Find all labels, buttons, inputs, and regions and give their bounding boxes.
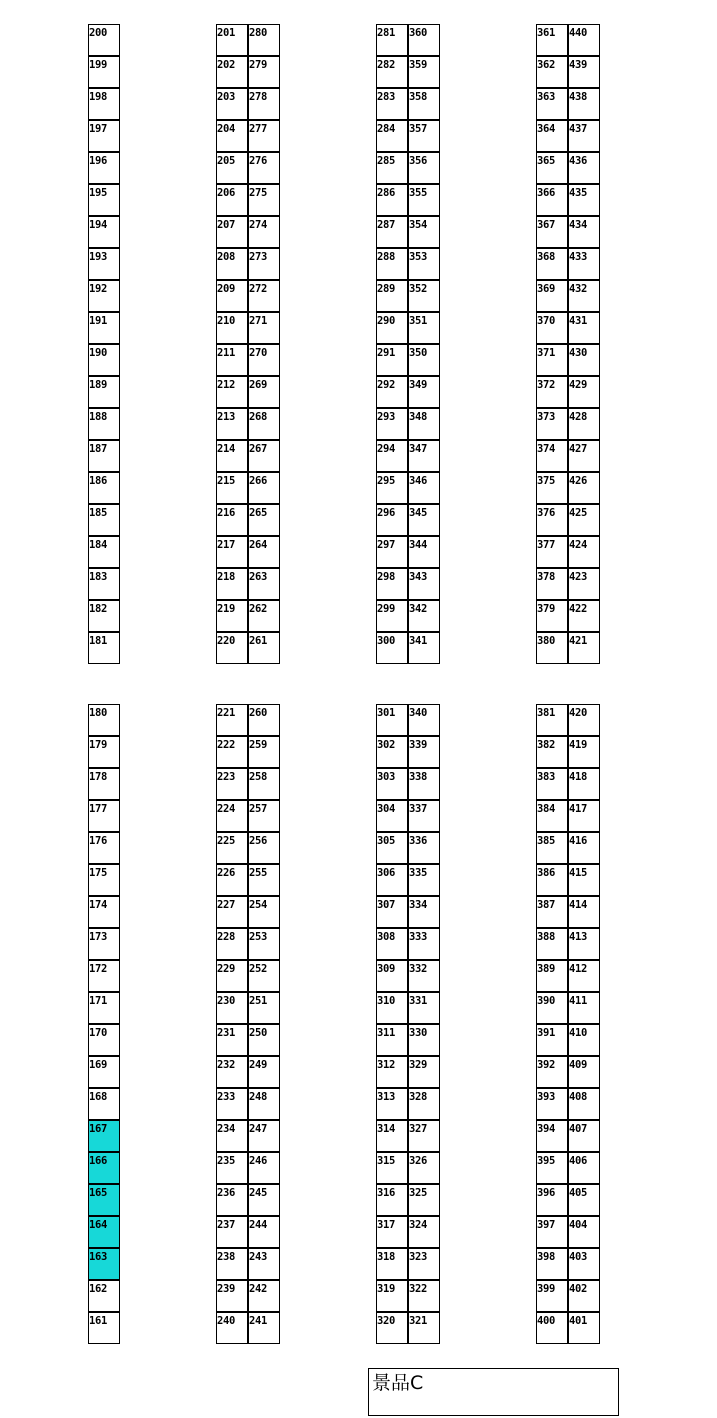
booth-cell-318[interactable]: 318	[376, 1248, 408, 1280]
booth-cell-258[interactable]: 258	[248, 768, 280, 800]
booth-cell-197[interactable]: 197	[88, 120, 120, 152]
booth-cell-385[interactable]: 385	[536, 832, 568, 864]
booth-cell-430[interactable]: 430	[568, 344, 600, 376]
booth-cell-286[interactable]: 286	[376, 184, 408, 216]
booth-cell-251[interactable]: 251	[248, 992, 280, 1024]
booth-cell-176[interactable]: 176	[88, 832, 120, 864]
booth-cell-172[interactable]: 172	[88, 960, 120, 992]
booth-cell-414[interactable]: 414	[568, 896, 600, 928]
booth-cell-421[interactable]: 421	[568, 632, 600, 664]
booth-cell-351[interactable]: 351	[408, 312, 440, 344]
booth-cell-206[interactable]: 206	[216, 184, 248, 216]
booth-cell-298[interactable]: 298	[376, 568, 408, 600]
booth-cell-309[interactable]: 309	[376, 960, 408, 992]
booth-cell-180[interactable]: 180	[88, 704, 120, 736]
booth-cell-185[interactable]: 185	[88, 504, 120, 536]
booth-cell-379[interactable]: 379	[536, 600, 568, 632]
booth-cell-426[interactable]: 426	[568, 472, 600, 504]
booth-cell-164[interactable]: 164	[88, 1216, 120, 1248]
booth-cell-260[interactable]: 260	[248, 704, 280, 736]
booth-cell-290[interactable]: 290	[376, 312, 408, 344]
booth-cell-398[interactable]: 398	[536, 1248, 568, 1280]
booth-cell-408[interactable]: 408	[568, 1088, 600, 1120]
booth-cell-211[interactable]: 211	[216, 344, 248, 376]
booth-cell-215[interactable]: 215	[216, 472, 248, 504]
booth-cell-417[interactable]: 417	[568, 800, 600, 832]
booth-cell-314[interactable]: 314	[376, 1120, 408, 1152]
booth-cell-246[interactable]: 246	[248, 1152, 280, 1184]
prize-c-area	[368, 1368, 619, 1416]
booth-cell-230[interactable]: 230	[216, 992, 248, 1024]
booth-cell-402[interactable]: 402	[568, 1280, 600, 1312]
booth-cell-410[interactable]: 410	[568, 1024, 600, 1056]
booth-cell-274[interactable]: 274	[248, 216, 280, 248]
booth-cell-370[interactable]: 370	[536, 312, 568, 344]
booth-cell-360[interactable]: 360	[408, 24, 440, 56]
prize-c-label: 景品C	[372, 1372, 424, 1394]
booth-cell-422[interactable]: 422	[568, 600, 600, 632]
booth-cell-341[interactable]: 341	[408, 632, 440, 664]
booth-cell-363[interactable]: 363	[536, 88, 568, 120]
booth-cell-189[interactable]: 189	[88, 376, 120, 408]
booth-cell-266[interactable]: 266	[248, 472, 280, 504]
booth-cell-301[interactable]: 301	[376, 704, 408, 736]
booth-cell-330[interactable]: 330	[408, 1024, 440, 1056]
booth-cell-184[interactable]: 184	[88, 536, 120, 568]
booth-cell-431[interactable]: 431	[568, 312, 600, 344]
booth-cell-170[interactable]: 170	[88, 1024, 120, 1056]
booth-cell-282[interactable]: 282	[376, 56, 408, 88]
booth-cell-173[interactable]: 173	[88, 928, 120, 960]
booth-cell-305[interactable]: 305	[376, 832, 408, 864]
booth-cell-302[interactable]: 302	[376, 736, 408, 768]
booth-cell-337[interactable]: 337	[408, 800, 440, 832]
booth-cell-193[interactable]: 193	[88, 248, 120, 280]
booth-cell-179[interactable]: 179	[88, 736, 120, 768]
booth-cell-344[interactable]: 344	[408, 536, 440, 568]
booth-cell-250[interactable]: 250	[248, 1024, 280, 1056]
booth-cell-404[interactable]: 404	[568, 1216, 600, 1248]
booth-cell-425[interactable]: 425	[568, 504, 600, 536]
booth-cell-319[interactable]: 319	[376, 1280, 408, 1312]
booth-cell-324[interactable]: 324	[408, 1216, 440, 1248]
booth-cell-423[interactable]: 423	[568, 568, 600, 600]
booth-cell-204[interactable]: 204	[216, 120, 248, 152]
booth-cell-283[interactable]: 283	[376, 88, 408, 120]
booth-cell-238[interactable]: 238	[216, 1248, 248, 1280]
booth-cell-216[interactable]: 216	[216, 504, 248, 536]
booth-cell-418[interactable]: 418	[568, 768, 600, 800]
booth-cell-357[interactable]: 357	[408, 120, 440, 152]
booth-cell-307[interactable]: 307	[376, 896, 408, 928]
booth-cell-234[interactable]: 234	[216, 1120, 248, 1152]
booth-cell-275[interactable]: 275	[248, 184, 280, 216]
booth-cell-285[interactable]: 285	[376, 152, 408, 184]
booth-cell-174[interactable]: 174	[88, 896, 120, 928]
booth-cell-210[interactable]: 210	[216, 312, 248, 344]
booth-cell-299[interactable]: 299	[376, 600, 408, 632]
booth-cell-346[interactable]: 346	[408, 472, 440, 504]
booth-cell-415[interactable]: 415	[568, 864, 600, 896]
booth-cell-166[interactable]: 166	[88, 1152, 120, 1184]
booth-cell-242[interactable]: 242	[248, 1280, 280, 1312]
booth-cell-186[interactable]: 186	[88, 472, 120, 504]
booth-cell-438[interactable]: 438	[568, 88, 600, 120]
booth-cell-416[interactable]: 416	[568, 832, 600, 864]
booth-cell-387[interactable]: 387	[536, 896, 568, 928]
booth-cell-218[interactable]: 218	[216, 568, 248, 600]
booth-cell-229[interactable]: 229	[216, 960, 248, 992]
booth-cell-399[interactable]: 399	[536, 1280, 568, 1312]
booth-cell-188[interactable]: 188	[88, 408, 120, 440]
booth-cell-374[interactable]: 374	[536, 440, 568, 472]
booth-cell-288[interactable]: 288	[376, 248, 408, 280]
booth-cell-245[interactable]: 245	[248, 1184, 280, 1216]
booth-cell-252[interactable]: 252	[248, 960, 280, 992]
booth-cell-403[interactable]: 403	[568, 1248, 600, 1280]
booth-cell-325[interactable]: 325	[408, 1184, 440, 1216]
booth-cell-293[interactable]: 293	[376, 408, 408, 440]
booth-cell-162[interactable]: 162	[88, 1280, 120, 1312]
booth-cell-263[interactable]: 263	[248, 568, 280, 600]
booth-cell-279[interactable]: 279	[248, 56, 280, 88]
booth-cell-407[interactable]: 407	[568, 1120, 600, 1152]
booth-cell-377[interactable]: 377	[536, 536, 568, 568]
booth-cell-208[interactable]: 208	[216, 248, 248, 280]
booth-cell-236[interactable]: 236	[216, 1184, 248, 1216]
booth-cell-269[interactable]: 269	[248, 376, 280, 408]
booth-cell-343[interactable]: 343	[408, 568, 440, 600]
booth-cell-235[interactable]: 235	[216, 1152, 248, 1184]
booth-cell-171[interactable]: 171	[88, 992, 120, 1024]
booth-cell-276[interactable]: 276	[248, 152, 280, 184]
booth-cell-297[interactable]: 297	[376, 536, 408, 568]
booth-cell-271[interactable]: 271	[248, 312, 280, 344]
booth-cell-308[interactable]: 308	[376, 928, 408, 960]
booth-cell-212[interactable]: 212	[216, 376, 248, 408]
booth-cell-369[interactable]: 369	[536, 280, 568, 312]
booth-cell-284[interactable]: 284	[376, 120, 408, 152]
booth-cell-397[interactable]: 397	[536, 1216, 568, 1248]
booth-cell-437[interactable]: 437	[568, 120, 600, 152]
booth-cell-278[interactable]: 278	[248, 88, 280, 120]
booth-cell-225[interactable]: 225	[216, 832, 248, 864]
booth-cell-428[interactable]: 428	[568, 408, 600, 440]
booth-cell-372[interactable]: 372	[536, 376, 568, 408]
booth-cell-389[interactable]: 389	[536, 960, 568, 992]
booth-cell-401[interactable]: 401	[568, 1312, 600, 1344]
booth-cell-177[interactable]: 177	[88, 800, 120, 832]
booth-cell-244[interactable]: 244	[248, 1216, 280, 1248]
booth-cell-424[interactable]: 424	[568, 536, 600, 568]
booth-cell-439[interactable]: 439	[568, 56, 600, 88]
booth-cell-366[interactable]: 366	[536, 184, 568, 216]
booth-cell-265[interactable]: 265	[248, 504, 280, 536]
booth-cell-365[interactable]: 365	[536, 152, 568, 184]
booth-cell-291[interactable]: 291	[376, 344, 408, 376]
booth-cell-190[interactable]: 190	[88, 344, 120, 376]
booth-cell-267[interactable]: 267	[248, 440, 280, 472]
booth-cell-203[interactable]: 203	[216, 88, 248, 120]
booth-cell-253[interactable]: 253	[248, 928, 280, 960]
booth-cell-340[interactable]: 340	[408, 704, 440, 736]
booth-cell-409[interactable]: 409	[568, 1056, 600, 1088]
booth-cell-395[interactable]: 395	[536, 1152, 568, 1184]
booth-cell-202[interactable]: 202	[216, 56, 248, 88]
booth-cell-405[interactable]: 405	[568, 1184, 600, 1216]
booth-cell-375[interactable]: 375	[536, 472, 568, 504]
booth-cell-371[interactable]: 371	[536, 344, 568, 376]
booth-cell-420[interactable]: 420	[568, 704, 600, 736]
booth-cell-333[interactable]: 333	[408, 928, 440, 960]
booth-cell-295[interactable]: 295	[376, 472, 408, 504]
booth-cell-323[interactable]: 323	[408, 1248, 440, 1280]
booth-cell-394[interactable]: 394	[536, 1120, 568, 1152]
booth-cell-300[interactable]: 300	[376, 632, 408, 664]
booth-cell-287[interactable]: 287	[376, 216, 408, 248]
booth-cell-239[interactable]: 239	[216, 1280, 248, 1312]
booth-cell-214[interactable]: 214	[216, 440, 248, 472]
booth-cell-321[interactable]: 321	[408, 1312, 440, 1344]
booth-cell-419[interactable]: 419	[568, 736, 600, 768]
booth-cell-256[interactable]: 256	[248, 832, 280, 864]
booth-cell-268[interactable]: 268	[248, 408, 280, 440]
booth-cell-326[interactable]: 326	[408, 1152, 440, 1184]
booth-cell-199[interactable]: 199	[88, 56, 120, 88]
booth-cell-350[interactable]: 350	[408, 344, 440, 376]
booth-cell-368[interactable]: 368	[536, 248, 568, 280]
booth-cell-310[interactable]: 310	[376, 992, 408, 1024]
booth-cell-348[interactable]: 348	[408, 408, 440, 440]
booth-cell-378[interactable]: 378	[536, 568, 568, 600]
booth-cell-436[interactable]: 436	[568, 152, 600, 184]
booth-cell-354[interactable]: 354	[408, 216, 440, 248]
booth-cell-336[interactable]: 336	[408, 832, 440, 864]
booth-cell-334[interactable]: 334	[408, 896, 440, 928]
booth-cell-391[interactable]: 391	[536, 1024, 568, 1056]
booth-cell-315[interactable]: 315	[376, 1152, 408, 1184]
booth-cell-382[interactable]: 382	[536, 736, 568, 768]
booth-cell-182[interactable]: 182	[88, 600, 120, 632]
booth-cell-209[interactable]: 209	[216, 280, 248, 312]
booth-cell-335[interactable]: 335	[408, 864, 440, 896]
booth-cell-367[interactable]: 367	[536, 216, 568, 248]
booth-cell-359[interactable]: 359	[408, 56, 440, 88]
booth-cell-270[interactable]: 270	[248, 344, 280, 376]
booth-cell-240[interactable]: 240	[216, 1312, 248, 1344]
booth-cell-338[interactable]: 338	[408, 768, 440, 800]
booth-cell-254[interactable]: 254	[248, 896, 280, 928]
booth-cell-352[interactable]: 352	[408, 280, 440, 312]
booth-cell-396[interactable]: 396	[536, 1184, 568, 1216]
booth-cell-222[interactable]: 222	[216, 736, 248, 768]
booth-cell-272[interactable]: 272	[248, 280, 280, 312]
booth-cell-316[interactable]: 316	[376, 1184, 408, 1216]
booth-cell-427[interactable]: 427	[568, 440, 600, 472]
booth-cell-345[interactable]: 345	[408, 504, 440, 536]
booth-cell-195[interactable]: 195	[88, 184, 120, 216]
booth-cell-434[interactable]: 434	[568, 216, 600, 248]
booth-cell-342[interactable]: 342	[408, 600, 440, 632]
booth-cell-332[interactable]: 332	[408, 960, 440, 992]
booth-cell-339[interactable]: 339	[408, 736, 440, 768]
booth-cell-358[interactable]: 358	[408, 88, 440, 120]
booth-cell-183[interactable]: 183	[88, 568, 120, 600]
booth-cell-413[interactable]: 413	[568, 928, 600, 960]
booth-cell-364[interactable]: 364	[536, 120, 568, 152]
booth-cell-435[interactable]: 435	[568, 184, 600, 216]
booth-cell-294[interactable]: 294	[376, 440, 408, 472]
booth-cell-247[interactable]: 247	[248, 1120, 280, 1152]
booth-cell-237[interactable]: 237	[216, 1216, 248, 1248]
booth-cell-349[interactable]: 349	[408, 376, 440, 408]
booth-cell-249[interactable]: 249	[248, 1056, 280, 1088]
booth-cell-277[interactable]: 277	[248, 120, 280, 152]
booth-cell-380[interactable]: 380	[536, 632, 568, 664]
booth-cell-217[interactable]: 217	[216, 536, 248, 568]
booth-cell-226[interactable]: 226	[216, 864, 248, 896]
booth-cell-411[interactable]: 411	[568, 992, 600, 1024]
booth-cell-264[interactable]: 264	[248, 536, 280, 568]
booth-cell-257[interactable]: 257	[248, 800, 280, 832]
booth-cell-281[interactable]: 281	[376, 24, 408, 56]
booth-cell-406[interactable]: 406	[568, 1152, 600, 1184]
booth-cell-255[interactable]: 255	[248, 864, 280, 896]
booth-cell-306[interactable]: 306	[376, 864, 408, 896]
booth-cell-392[interactable]: 392	[536, 1056, 568, 1088]
booth-cell-163[interactable]: 163	[88, 1248, 120, 1280]
booth-cell-289[interactable]: 289	[376, 280, 408, 312]
booth-cell-192[interactable]: 192	[88, 280, 120, 312]
booth-cell-168[interactable]: 168	[88, 1088, 120, 1120]
booth-cell-296[interactable]: 296	[376, 504, 408, 536]
booth-cell-304[interactable]: 304	[376, 800, 408, 832]
booth-cell-384[interactable]: 384	[536, 800, 568, 832]
booth-cell-167[interactable]: 167	[88, 1120, 120, 1152]
booth-cell-320[interactable]: 320	[376, 1312, 408, 1344]
booth-cell-347[interactable]: 347	[408, 440, 440, 472]
booth-cell-191[interactable]: 191	[88, 312, 120, 344]
booth-cell-261[interactable]: 261	[248, 632, 280, 664]
booth-cell-313[interactable]: 313	[376, 1088, 408, 1120]
booth-cell-213[interactable]: 213	[216, 408, 248, 440]
booth-cell-175[interactable]: 175	[88, 864, 120, 896]
booth-cell-311[interactable]: 311	[376, 1024, 408, 1056]
booth-cell-432[interactable]: 432	[568, 280, 600, 312]
booth-cell-390[interactable]: 390	[536, 992, 568, 1024]
booth-cell-440[interactable]: 440	[568, 24, 600, 56]
booth-cell-412[interactable]: 412	[568, 960, 600, 992]
booth-cell-355[interactable]: 355	[408, 184, 440, 216]
booth-cell-248[interactable]: 248	[248, 1088, 280, 1120]
booth-cell-165[interactable]: 165	[88, 1184, 120, 1216]
booth-cell-317[interactable]: 317	[376, 1216, 408, 1248]
booth-cell-373[interactable]: 373	[536, 408, 568, 440]
booth-cell-312[interactable]: 312	[376, 1056, 408, 1088]
booth-cell-187[interactable]: 187	[88, 440, 120, 472]
booth-cell-227[interactable]: 227	[216, 896, 248, 928]
booth-cell-400[interactable]: 400	[536, 1312, 568, 1344]
booth-cell-228[interactable]: 228	[216, 928, 248, 960]
booth-cell-194[interactable]: 194	[88, 216, 120, 248]
booth-cell-329[interactable]: 329	[408, 1056, 440, 1088]
booth-cell-433[interactable]: 433	[568, 248, 600, 280]
booth-cell-376[interactable]: 376	[536, 504, 568, 536]
booth-cell-356[interactable]: 356	[408, 152, 440, 184]
booth-cell-386[interactable]: 386	[536, 864, 568, 896]
booth-cell-327[interactable]: 327	[408, 1120, 440, 1152]
booth-cell-221[interactable]: 221	[216, 704, 248, 736]
booth-cell-200[interactable]: 200	[88, 24, 120, 56]
booth-cell-388[interactable]: 388	[536, 928, 568, 960]
booth-cell-178[interactable]: 178	[88, 768, 120, 800]
booth-cell-429[interactable]: 429	[568, 376, 600, 408]
booth-cell-196[interactable]: 196	[88, 152, 120, 184]
booth-cell-362[interactable]: 362	[536, 56, 568, 88]
booth-cell-262[interactable]: 262	[248, 600, 280, 632]
booth-cell-303[interactable]: 303	[376, 768, 408, 800]
booth-cell-292[interactable]: 292	[376, 376, 408, 408]
booth-cell-205[interactable]: 205	[216, 152, 248, 184]
booth-cell-381[interactable]: 381	[536, 704, 568, 736]
booth-cell-219[interactable]: 219	[216, 600, 248, 632]
booth-cell-198[interactable]: 198	[88, 88, 120, 120]
booth-cell-181[interactable]: 181	[88, 632, 120, 664]
booth-cell-207[interactable]: 207	[216, 216, 248, 248]
booth-cell-161[interactable]: 161	[88, 1312, 120, 1344]
booth-cell-201[interactable]: 201	[216, 24, 248, 56]
booth-cell-243[interactable]: 243	[248, 1248, 280, 1280]
booth-cell-383[interactable]: 383	[536, 768, 568, 800]
booth-cell-233[interactable]: 233	[216, 1088, 248, 1120]
booth-cell-241[interactable]: 241	[248, 1312, 280, 1344]
booth-cell-223[interactable]: 223	[216, 768, 248, 800]
booth-cell-169[interactable]: 169	[88, 1056, 120, 1088]
booth-cell-331[interactable]: 331	[408, 992, 440, 1024]
booth-cell-273[interactable]: 273	[248, 248, 280, 280]
booth-cell-224[interactable]: 224	[216, 800, 248, 832]
booth-cell-361[interactable]: 361	[536, 24, 568, 56]
booth-cell-259[interactable]: 259	[248, 736, 280, 768]
booth-cell-328[interactable]: 328	[408, 1088, 440, 1120]
booth-cell-280[interactable]: 280	[248, 24, 280, 56]
booth-cell-322[interactable]: 322	[408, 1280, 440, 1312]
booth-cell-353[interactable]: 353	[408, 248, 440, 280]
booth-cell-232[interactable]: 232	[216, 1056, 248, 1088]
booth-cell-231[interactable]: 231	[216, 1024, 248, 1056]
booth-cell-393[interactable]: 393	[536, 1088, 568, 1120]
booth-cell-220[interactable]: 220	[216, 632, 248, 664]
